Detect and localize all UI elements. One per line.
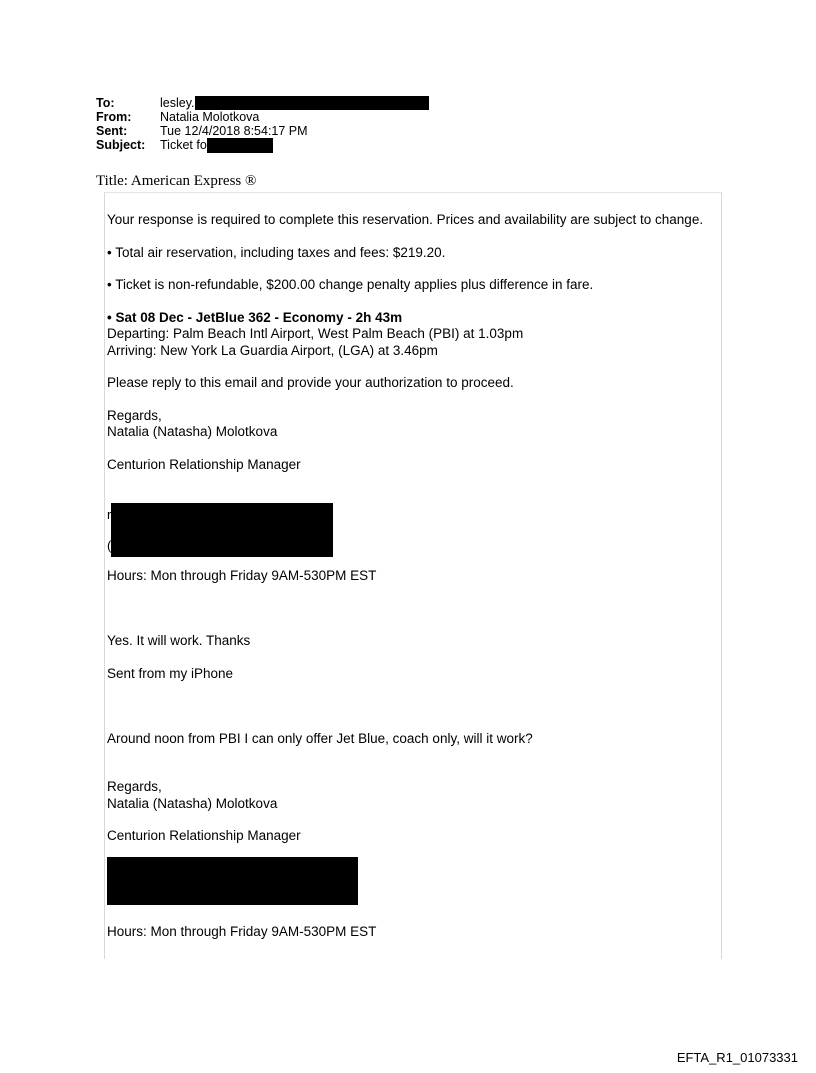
reply-signature: Sent from my iPhone: [107, 665, 234, 681]
redaction-box: [195, 96, 429, 110]
request-text: Please reply to this email and provide your authorization to proceed.: [107, 375, 514, 390]
subject-label: Subject:: [96, 138, 146, 152]
document-id: EFTA_R1_01073331: [676, 1050, 798, 1065]
sent-value: Tue 12/4/2018 8:54:17 PM: [160, 124, 308, 138]
from-label: From:: [96, 110, 132, 124]
email-body: [107, 212, 707, 473]
redaction-box: [111, 503, 333, 557]
sender-role: Centurion Relationship Manager: [107, 456, 301, 472]
to-address-text: lesley.: [160, 96, 195, 110]
redacted-stub-2: (: [107, 538, 112, 553]
flight-heading: • Sat 08 Dec - JetBlue 362 - Economy - 2h 43m: [107, 309, 403, 325]
sender-name: Natalia (Natasha) Molotkova: [107, 424, 278, 439]
redacted-stub-1: r: [107, 507, 112, 522]
earlier-message-block: [107, 731, 707, 748]
title-line: Title: American Express ®: [96, 173, 257, 189]
sender-role: Centurion Relationship Manager: [107, 828, 301, 843]
hours-text: Hours: Mon through Friday 9AM-530PM EST: [107, 568, 377, 583]
sender-name: Natalia (Natasha) Molotkova: [107, 795, 278, 811]
to-value: [160, 96, 429, 110]
reply-message: Yes. It will work. Thanks: [107, 633, 251, 648]
hours-text: Hours: Mon through Friday 9AM-530PM EST: [107, 924, 377, 939]
sent-label: Sent:: [96, 124, 128, 138]
earlier-signature-block: [107, 779, 707, 845]
subject-value: [160, 138, 273, 153]
from-value: Natalia Molotkova: [160, 110, 260, 124]
subject-text: Ticket fo: [160, 138, 207, 152]
arriving-text: Arriving: New York La Guardia Airport, (LGA) at 3.46pm: [107, 342, 438, 358]
regards-text: Regards,: [107, 407, 162, 423]
hours-block-1: [107, 568, 707, 585]
intro-text: Your response is required to complete this reservation. Prices and availability are subject to change.: [107, 212, 704, 227]
hours-block-2: [107, 924, 707, 941]
to-label: To:: [96, 96, 115, 110]
bullet-total: • Total air reservation, including taxes and fees: $219.20.: [107, 244, 446, 260]
earlier-message: Around noon from PBI I can only offer Jet Blue, coach only, will it work?: [107, 731, 533, 746]
bullet-ticket: • Ticket is non-refundable, $200.00 change penalty applies plus difference in fare.: [107, 277, 594, 292]
redaction-box: [107, 857, 358, 905]
regards-text: Regards,: [107, 779, 162, 794]
departing-text: Departing: Palm Beach Intl Airport, West Palm Beach (PBI) at 1.03pm: [107, 326, 524, 341]
reply-block: [107, 633, 707, 682]
redaction-box: [207, 138, 273, 153]
